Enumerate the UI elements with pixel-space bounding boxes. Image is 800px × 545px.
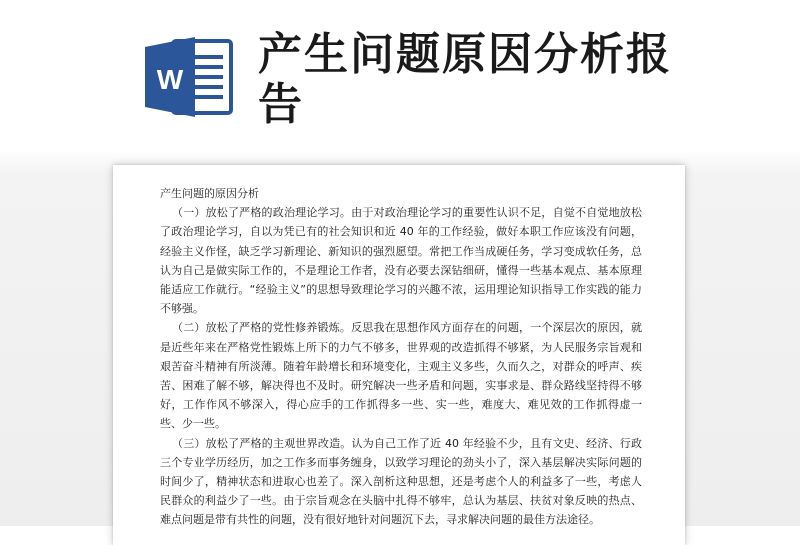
paragraph-3: （三）放松了严格的主观世界改造。认为自己工作了近 40 年经验不少，且有文史、经济、行政三个专业学历经历，加之工作多而事务缠身，以致学习理论的劲头小了，深入基层解决实际问题的时间少了，精神状态和进取心也差了。深入剖析这种思想，还是考虑个人的利益多了一些，考虑人民群众的利益少了一些。由于宗旨观念在头脑中扎得不够牢，总认为基层、扶贫对象反映的热点、难点问题是带有共性的问题，没有很好地针对问题沉下去，寻求解决问题的最佳方法途径。 xyxy=(160,436,642,527)
document-page xyxy=(113,165,685,545)
paragraph-2: （二）放松了严格的党性修养锻炼。反思我在思想作风方面存在的问题，一个深层次的原因，就是近些年来在严格党性锻炼上所下的力气不够多，世界观的改造抓得不够紧，为人民服务宗旨观和艰苦奋斗精神有所淡薄。随着年龄增长和环境变化，主观主义多些，久而久之，对群众的呼声、疾苦、困难了解不够，解决得也不及时。研究解决一些矛盾和问题，实事求是、群众路线坚持得不够好，工作作风不够深入，得心应手的工作抓得多一些、实一些，难度大、难见效的工作抓得虚一些、少一些。 xyxy=(160,321,642,431)
word-icon-letter: W xyxy=(156,64,184,95)
document-body xyxy=(160,184,642,530)
paragraph-1: （一）放松了严格的政治理论学习。由于对政治理论学习的重要性认识不足，自觉不自觉地放松了政治理论学习，自以为凭已有的社会知识和近 40 年的工作经验，做好本职工作应该没有问题，经验主义作怪，缺乏学习新理论、新知识的强烈愿望。常把工作当成硬任务，学习变成软任务，总认为自己是做实际工作的，不是理论工作者，没有必要去深钻细研，懂得一些基本观点、基本原理能适应工作就行。“经验主义”的思想导致理论学习的兴趣不浓，运用理论知识指导工作实践的能力不够强。 xyxy=(160,206,642,316)
header xyxy=(0,0,800,150)
document-heading: 产生问题的原因分析 xyxy=(160,187,259,200)
word-document-icon xyxy=(143,35,235,119)
page-title: 产生问题原因分析报告 xyxy=(258,29,672,130)
